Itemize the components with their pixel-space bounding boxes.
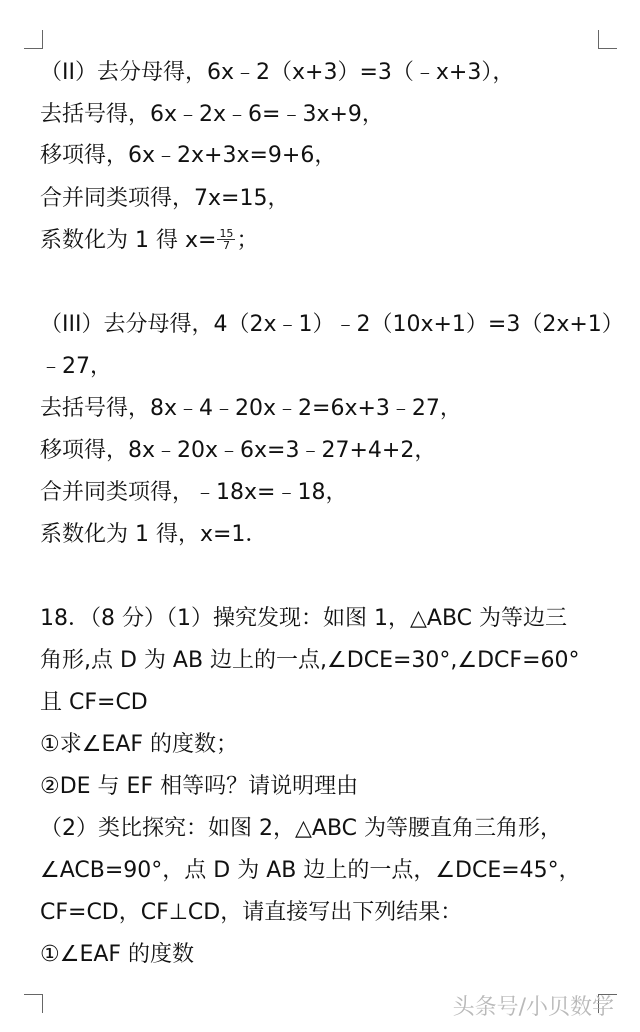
question-line: 18．（8 分）（1）操究发现：如图 1，△ABC 为等边三 — [40, 606, 568, 631]
watermark: 头条号/小贝数学 — [452, 995, 614, 1020]
question-line: （2）类比探究：如图 2，△ABC 为等腰直角三角形， — [40, 816, 563, 841]
question-line: 且 CF=CD — [40, 690, 148, 715]
text-line: 移项得，6x﹣2x+3x=9+6， — [40, 143, 337, 168]
text-segment: 系数化为 1 得 x= — [40, 228, 217, 253]
question-line: ∠ACB=90°，点 D 为 AB 边上的一点，∠DCE=45°， — [40, 858, 581, 883]
text-line: （III）去分母得，4（2x﹣1）﹣2（10x+1）=3（2x+1） — [40, 312, 624, 337]
crop-mark-top-right — [598, 30, 617, 49]
question-line: ①∠EAF 的度数 — [40, 942, 195, 967]
crop-mark-top-left — [24, 30, 43, 49]
question-line: CF=CD，CF⊥CD，请直接写出下列结果： — [40, 900, 463, 925]
question-line: ②DE 与 EF 相等吗？请说明理由 — [40, 774, 359, 799]
fraction-denominator: 7 — [222, 238, 230, 252]
text-line: ﹣27， — [40, 354, 112, 379]
text-line: 合并同类项得，﹣18x=﹣18， — [40, 480, 348, 505]
question-line: ①求∠EAF 的度数； — [40, 732, 239, 757]
crop-mark-bottom-left — [24, 994, 43, 1013]
fraction-numerator: 15 — [219, 226, 234, 240]
text-line-fraction — [40, 226, 258, 256]
text-line: 合并同类项得，7x=15， — [40, 186, 290, 211]
text-line: 移项得，8x﹣20x﹣6x=3﹣27+4+2， — [40, 438, 437, 463]
text-line: （II）去分母得，6x﹣2（x+3）=3（﹣x+3）， — [40, 60, 515, 85]
fraction — [217, 228, 235, 251]
text-line: 去括号得，8x﹣4﹣20x﹣2=6x+3﹣27， — [40, 396, 462, 421]
text-line: 去括号得，6x﹣2x﹣6=﹣3x+9， — [40, 102, 384, 127]
text-line: 系数化为 1 得，x=1． — [40, 522, 268, 547]
text-segment: ； — [236, 228, 259, 253]
question-line: 角形,点 D 为 AB 边上的一点,∠DCE=30°,∠DCF=60° — [40, 648, 580, 673]
